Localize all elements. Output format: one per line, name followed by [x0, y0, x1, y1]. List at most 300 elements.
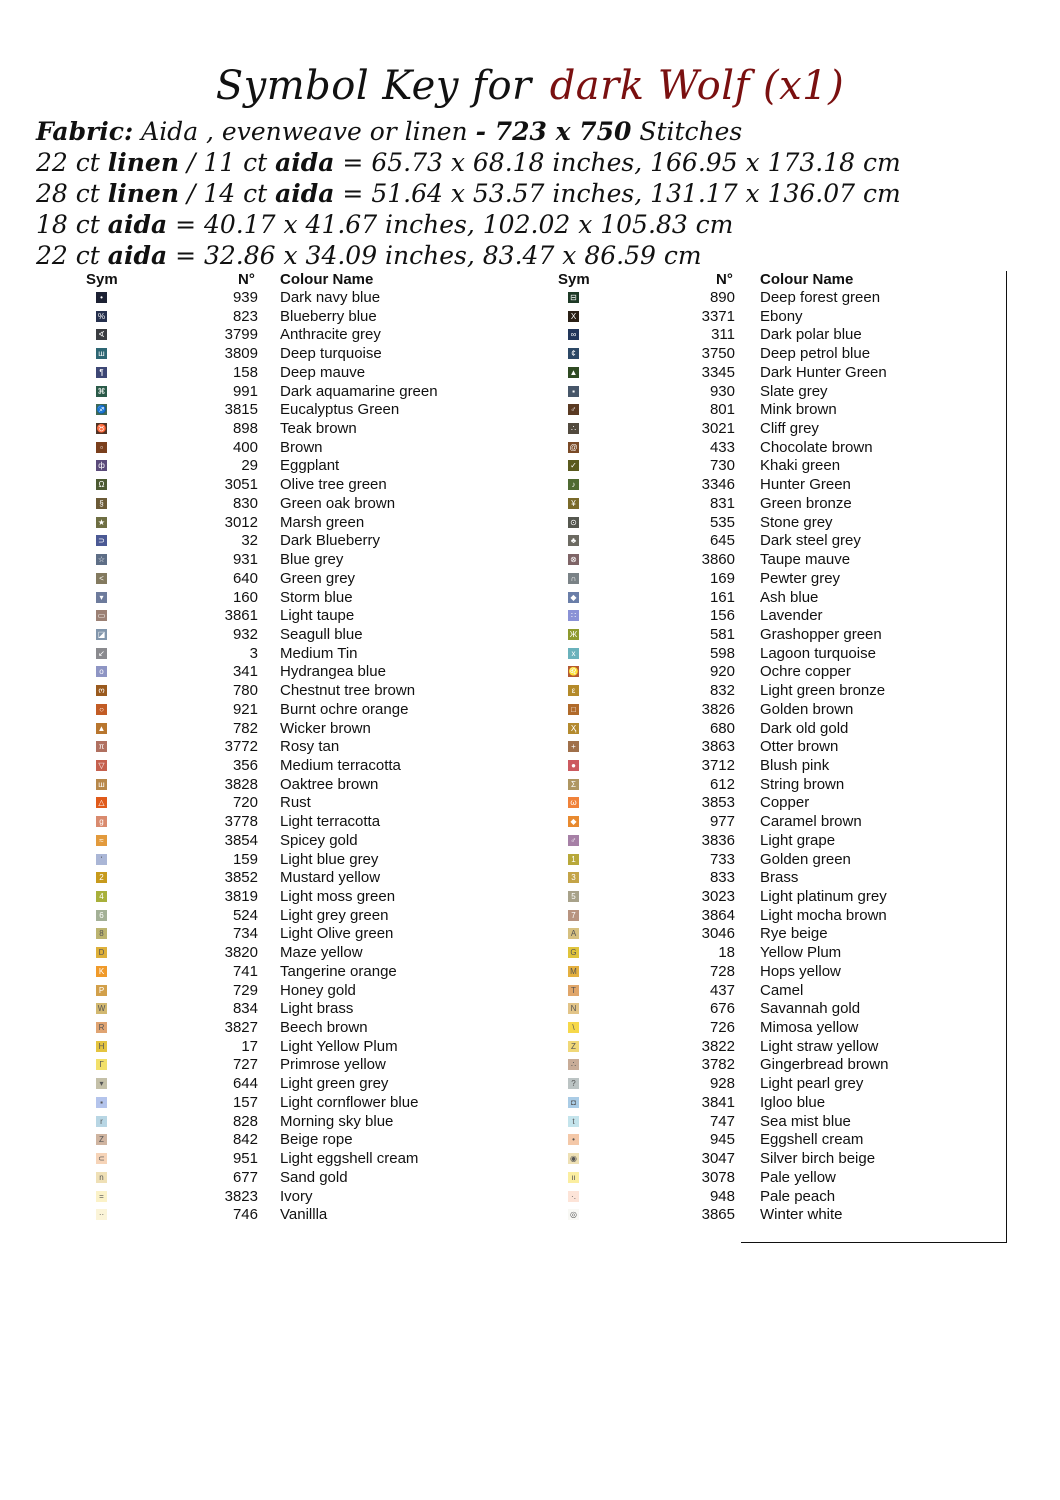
table-row	[80, 570, 480, 589]
thread-number: 341	[232, 663, 258, 681]
colour-name: Light brass	[280, 1000, 354, 1018]
table-row	[80, 308, 480, 327]
thread-number: 833	[709, 869, 735, 887]
symbol-swatch: 8	[96, 928, 107, 939]
table-row	[80, 495, 480, 514]
header-number: N°	[716, 271, 733, 288]
colour-name: Light pearl grey	[760, 1075, 864, 1093]
symbol-swatch: ¢	[568, 348, 579, 359]
table-row	[80, 476, 480, 495]
table-row	[80, 663, 480, 682]
colour-name: Yellow Plum	[760, 944, 842, 962]
colour-name: Savannah gold	[760, 1000, 861, 1018]
table-row	[553, 1150, 963, 1169]
table-row	[553, 1206, 963, 1225]
table-row	[553, 963, 963, 982]
info-segment: = 40.17 x 41.67 inches, 102.02 x 105.83 cm	[167, 210, 734, 239]
table-row	[553, 982, 963, 1001]
colour-name: Deep petrol blue	[760, 345, 871, 363]
symbol-swatch: H	[96, 1041, 107, 1052]
table-row	[80, 457, 480, 476]
thread-number: 644	[232, 1075, 258, 1093]
symbol-swatch: 1	[568, 854, 579, 865]
symbol-swatch: ⊗	[568, 554, 579, 565]
table-row	[80, 720, 480, 739]
thread-number: 3864	[701, 906, 735, 924]
thread-number: 3346	[701, 476, 735, 494]
symbol-swatch: Ҳ	[568, 723, 579, 734]
colour-name: Pale peach	[760, 1187, 836, 1205]
title-prefix: Symbol Key for	[215, 63, 532, 109]
table-row	[80, 1019, 480, 1038]
colour-name: Mimosa yellow	[760, 1019, 859, 1037]
colour-name: Lavender	[760, 607, 823, 625]
thread-number: 726	[709, 1019, 735, 1037]
thread-number: 156	[709, 607, 735, 625]
info-segment: linen	[107, 179, 180, 208]
colour-name: Light terracotta	[280, 813, 381, 831]
symbol-table-right	[553, 271, 963, 1225]
symbol-swatch: X	[568, 311, 579, 322]
symbol-swatch: ☆	[97, 555, 106, 565]
colour-name: Hydrangea blue	[280, 663, 386, 681]
colour-name: Slate grey	[760, 382, 828, 400]
thread-number: 920	[709, 663, 735, 681]
thread-number: 741	[232, 962, 258, 980]
thread-number: 842	[232, 1131, 258, 1149]
colour-name: Eggplant	[280, 457, 340, 475]
thread-number: 3854	[224, 831, 258, 849]
thread-number: 3772	[224, 738, 258, 756]
symbol-swatch: ш	[96, 348, 107, 359]
symbol-swatch: @	[569, 442, 578, 452]
thread-number: 746	[232, 1206, 258, 1224]
symbol-swatch: M	[568, 966, 579, 977]
fabric-info	[36, 116, 1046, 271]
info-segment: - 723 x 750	[475, 117, 632, 146]
colour-name: Blush pink	[760, 756, 830, 774]
symbol-swatch: =	[96, 1191, 107, 1202]
table-row	[80, 326, 480, 345]
info-line	[36, 116, 1046, 147]
colour-name: Light blue grey	[280, 850, 379, 868]
table-row	[553, 663, 963, 682]
table-row	[553, 289, 963, 308]
header-number: N°	[238, 271, 255, 288]
symbol-swatch: ♂	[568, 835, 579, 846]
thread-number: 3823	[224, 1187, 258, 1205]
colour-name: Mustard yellow	[280, 869, 381, 887]
thread-number: 3712	[701, 756, 735, 774]
symbol-swatch: r	[96, 1116, 107, 1127]
symbol-swatch: ▲	[569, 367, 578, 377]
thread-number: 676	[709, 1000, 735, 1018]
colour-name: Storm blue	[280, 588, 353, 606]
thread-number: 3852	[224, 869, 258, 887]
table-row	[80, 532, 480, 551]
symbol-swatch: ◪	[97, 629, 106, 639]
table-row	[80, 514, 480, 533]
thread-number: 830	[232, 494, 258, 512]
thread-number: 890	[709, 289, 735, 306]
colour-name: Brass	[760, 869, 799, 887]
symbol-swatch: o	[96, 666, 107, 677]
thread-number: 437	[709, 981, 735, 999]
table-rows	[553, 289, 963, 1225]
info-segment: 18 ct	[36, 210, 108, 239]
thread-number: 3046	[701, 925, 735, 943]
colour-name: Marsh green	[280, 513, 365, 531]
info-segment: / 14 ct	[179, 179, 276, 208]
thread-number: 801	[709, 401, 735, 419]
thread-number: 945	[709, 1131, 735, 1149]
colour-name: Deep forest green	[760, 289, 881, 306]
colour-name: Light green bronze	[760, 682, 886, 700]
symbol-swatch: ▫	[96, 442, 107, 453]
colour-name: Light mocha brown	[760, 906, 887, 924]
symbol-swatch: Z	[568, 1041, 579, 1052]
colour-name: Lagoon turquoise	[760, 644, 876, 662]
symbol-swatch: 6	[96, 910, 107, 921]
thread-number: 733	[709, 850, 735, 868]
thread-number: 158	[232, 363, 258, 381]
colour-name: Golden brown	[760, 700, 854, 718]
colour-name: Copper	[760, 794, 810, 812]
thread-number: 160	[232, 588, 258, 606]
thread-number: 3782	[701, 1056, 735, 1074]
symbol-swatch: ш	[96, 779, 107, 790]
table-row	[553, 757, 963, 776]
symbol-swatch: Ω	[96, 479, 107, 490]
thread-number: 3819	[224, 888, 258, 905]
thread-number: 782	[232, 719, 258, 737]
symbol-swatch: ○	[96, 704, 107, 715]
table-row	[553, 907, 963, 926]
table-row	[553, 420, 963, 439]
thread-number: 640	[232, 569, 258, 587]
info-segment: 22 ct	[36, 241, 108, 270]
table-row	[553, 626, 963, 645]
colour-name: Pale yellow	[760, 1168, 836, 1186]
symbol-swatch: W	[97, 1004, 106, 1014]
colour-name: Hunter Green	[760, 476, 851, 494]
table-row	[80, 1131, 480, 1150]
thread-number: 729	[232, 981, 258, 999]
table-header	[80, 271, 480, 289]
colour-name: Ivory	[280, 1187, 313, 1205]
symbol-swatch: ★	[97, 517, 106, 527]
colour-name: Deep turquoise	[280, 345, 382, 363]
table-row	[80, 1094, 480, 1113]
table-row	[80, 944, 480, 963]
colour-name: Camel	[760, 981, 804, 999]
info-segment: 22 ct	[36, 148, 108, 177]
colour-name: Winter white	[760, 1206, 843, 1224]
table-row	[80, 1075, 480, 1094]
thread-number: 939	[232, 289, 258, 306]
thread-number: 169	[709, 569, 735, 587]
symbol-swatch: ▾	[96, 592, 107, 603]
table-row	[80, 1038, 480, 1057]
table-row	[553, 1000, 963, 1019]
symbol-swatch: ʻ	[96, 854, 107, 865]
colour-name: Cliff grey	[760, 420, 819, 438]
table-row	[553, 832, 963, 851]
table-row	[80, 1169, 480, 1188]
table-row	[80, 1000, 480, 1019]
info-segment: linen	[107, 148, 180, 177]
table-row	[553, 1169, 963, 1188]
colour-name: Medium Tin	[280, 644, 358, 662]
thread-number: 930	[709, 382, 735, 400]
thread-number: 823	[232, 307, 258, 325]
colour-name: Spicey gold	[280, 831, 358, 849]
symbol-swatch: ∢	[96, 329, 107, 340]
thread-number: 535	[709, 513, 735, 531]
thread-number: 598	[709, 644, 735, 662]
symbol-swatch: ◆	[568, 592, 579, 603]
info-line	[36, 240, 1046, 271]
thread-number: 17	[241, 1037, 258, 1055]
colour-name: Hops yellow	[760, 962, 841, 980]
header-colour-name: Colour Name	[760, 271, 854, 288]
symbol-swatch: ო	[96, 685, 107, 696]
table-row	[80, 1150, 480, 1169]
colour-name: Sand gold	[280, 1168, 348, 1186]
symbol-swatch: G	[568, 947, 579, 958]
thread-number: 898	[232, 420, 258, 438]
symbol-swatch: ¥	[568, 498, 579, 509]
colour-name: Dark polar blue	[760, 326, 862, 344]
table-row	[553, 607, 963, 626]
symbol-swatch: ⊙	[568, 517, 579, 528]
colour-name: Igloo blue	[760, 1093, 826, 1111]
colour-name: Light taupe	[280, 607, 355, 625]
table-row	[80, 925, 480, 944]
symbol-swatch: ⊟	[568, 292, 579, 303]
info-segment: Fabric:	[36, 117, 134, 146]
colour-name: Green grey	[280, 569, 356, 587]
symbol-swatch: ♪	[568, 479, 579, 490]
symbol-swatch: Г	[96, 1059, 107, 1070]
symbol-swatch: •	[96, 292, 107, 303]
symbol-swatch: ♂	[568, 404, 579, 415]
symbol-swatch: π	[96, 741, 107, 752]
thread-number: 400	[232, 438, 258, 456]
symbol-swatch: ●	[568, 760, 579, 771]
symbol-swatch: T	[568, 985, 579, 996]
table-row	[80, 701, 480, 720]
thread-number: 581	[709, 625, 735, 643]
colour-name: Deep mauve	[280, 363, 366, 381]
table-row	[553, 383, 963, 402]
table-row	[553, 794, 963, 813]
colour-name: Light moss green	[280, 888, 396, 905]
table-row	[553, 457, 963, 476]
symbol-swatch: <	[96, 573, 107, 584]
symbol-swatch: Ж	[569, 629, 578, 639]
symbol-swatch: △	[96, 797, 107, 808]
table-row	[553, 589, 963, 608]
table-row	[80, 1206, 480, 1225]
table-row	[80, 364, 480, 383]
table-row	[553, 308, 963, 327]
table-row	[553, 1094, 963, 1113]
thread-number: 433	[709, 438, 735, 456]
colour-name: Light Yellow Plum	[280, 1037, 398, 1055]
table-row	[80, 1056, 480, 1075]
colour-name: Rye beige	[760, 925, 828, 943]
info-line	[36, 178, 1046, 209]
thread-number: 3078	[701, 1168, 735, 1186]
colour-name: Medium terracotta	[280, 756, 401, 774]
thread-number: 831	[709, 494, 735, 512]
thread-number: 680	[709, 719, 735, 737]
colour-name: Dark old gold	[760, 719, 849, 737]
thread-number: 32	[241, 532, 258, 550]
colour-name: Light cornflower blue	[280, 1093, 419, 1111]
table-row	[553, 345, 963, 364]
colour-name: Beige rope	[280, 1131, 353, 1149]
table-row	[80, 776, 480, 795]
table-row	[80, 1188, 480, 1207]
table-row	[80, 345, 480, 364]
symbol-swatch: ∴	[568, 423, 579, 434]
thread-number: 3021	[701, 420, 735, 438]
thread-number: 951	[232, 1150, 258, 1168]
colour-name: Ochre copper	[760, 663, 851, 681]
thread-number: 3853	[701, 794, 735, 812]
symbol-swatch: D	[96, 947, 107, 958]
thread-number: 311	[711, 326, 735, 344]
table-row	[80, 682, 480, 701]
thread-number: 928	[709, 1075, 735, 1093]
symbol-swatch: +	[568, 741, 579, 752]
colour-name: Taupe mauve	[760, 551, 851, 569]
symbol-swatch: ·.	[568, 1191, 579, 1202]
thread-number: 3815	[224, 401, 258, 419]
colour-name: Eucalyptus Green	[280, 401, 400, 419]
title-pattern-name: dark Wolf (x1)	[549, 63, 845, 109]
table-row	[553, 869, 963, 888]
thread-number: 161	[709, 588, 735, 606]
colour-name: Ebony	[760, 307, 803, 325]
info-segment: = 32.86 x 34.09 inches, 83.47 x 86.59 cm	[167, 241, 702, 270]
thread-number: 356	[232, 756, 258, 774]
colour-name: Gingerbread brown	[760, 1056, 889, 1074]
colour-name: Light platinum grey	[760, 888, 887, 905]
thread-number: 3828	[224, 775, 258, 793]
symbol-swatch: ◆	[568, 816, 579, 827]
table-row	[553, 551, 963, 570]
symbol-swatch: \	[568, 1022, 579, 1033]
thread-number: 780	[232, 682, 258, 700]
symbol-swatch: ω	[568, 797, 579, 808]
table-row	[553, 401, 963, 420]
colour-name: Grashopper green	[760, 625, 882, 643]
header-colour-name: Colour Name	[280, 271, 374, 288]
symbol-swatch: ∴	[568, 1059, 579, 1070]
table-row	[80, 869, 480, 888]
symbol-swatch: 5	[568, 891, 579, 902]
symbol-swatch: t	[568, 1116, 579, 1127]
table-row	[553, 532, 963, 551]
table-row	[80, 963, 480, 982]
thread-number: 29	[241, 457, 258, 475]
colour-name: Rust	[280, 794, 311, 812]
table-row	[553, 944, 963, 963]
colour-name: Light eggshell cream	[280, 1150, 419, 1168]
thread-number: 977	[709, 813, 735, 831]
colour-name: Dark Hunter Green	[760, 363, 887, 381]
colour-name: Dark Blueberry	[280, 532, 381, 550]
symbol-swatch: §	[96, 498, 107, 509]
symbol-swatch: ♣	[568, 535, 579, 546]
table-row	[80, 420, 480, 439]
thread-number: 730	[709, 457, 735, 475]
table-row	[553, 645, 963, 664]
thread-number: 3861	[224, 607, 258, 625]
symbol-swatch: R	[96, 1022, 107, 1033]
colour-name: Sea mist blue	[760, 1112, 851, 1130]
info-line	[36, 209, 1046, 240]
table-row	[553, 1188, 963, 1207]
thread-number: 3820	[224, 944, 258, 962]
colour-name: Rosy tan	[280, 738, 340, 756]
table-row	[553, 925, 963, 944]
thread-number: 932	[232, 625, 258, 643]
table-row	[80, 645, 480, 664]
symbol-swatch: 3	[568, 872, 579, 883]
thread-number: 991	[232, 382, 258, 400]
symbol-swatch: ф	[96, 460, 107, 471]
symbol-swatch: ≈	[96, 835, 107, 846]
colour-name: Blueberry blue	[280, 307, 377, 325]
table-row	[553, 851, 963, 870]
table-row	[80, 551, 480, 570]
thread-number: 3012	[224, 513, 258, 531]
page-title	[0, 58, 1060, 114]
symbol-swatch: ▭	[97, 611, 106, 621]
symbol-swatch: ♐	[96, 405, 107, 415]
table-row	[553, 364, 963, 383]
symbol-swatch: ▲	[97, 723, 106, 733]
colour-name: Brown	[280, 438, 323, 456]
table-row	[80, 439, 480, 458]
symbol-swatch: Σ	[568, 779, 579, 790]
thread-number: 612	[709, 775, 735, 793]
colour-name: Light Olive green	[280, 925, 394, 943]
colour-name: Khaki green	[760, 457, 841, 475]
symbol-swatch: ε	[568, 685, 579, 696]
table-row	[553, 1075, 963, 1094]
thread-number: 3860	[701, 551, 735, 569]
symbol-table-left	[80, 271, 480, 1225]
colour-name: Dark aquamarine green	[280, 382, 438, 400]
table-row	[80, 289, 480, 308]
colour-name: Stone grey	[760, 513, 833, 531]
table-row	[553, 476, 963, 495]
colour-name: Caramel brown	[760, 813, 862, 831]
symbol-swatch: ∞	[568, 329, 579, 340]
colour-name: Wicker brown	[280, 719, 371, 737]
symbol-swatch: ♉	[96, 424, 107, 434]
colour-name: Light grape	[760, 831, 836, 849]
thread-number: 3841	[701, 1093, 735, 1111]
thread-number: 720	[232, 794, 258, 812]
thread-number: 3865	[701, 1206, 735, 1224]
thread-number: 734	[232, 925, 258, 943]
